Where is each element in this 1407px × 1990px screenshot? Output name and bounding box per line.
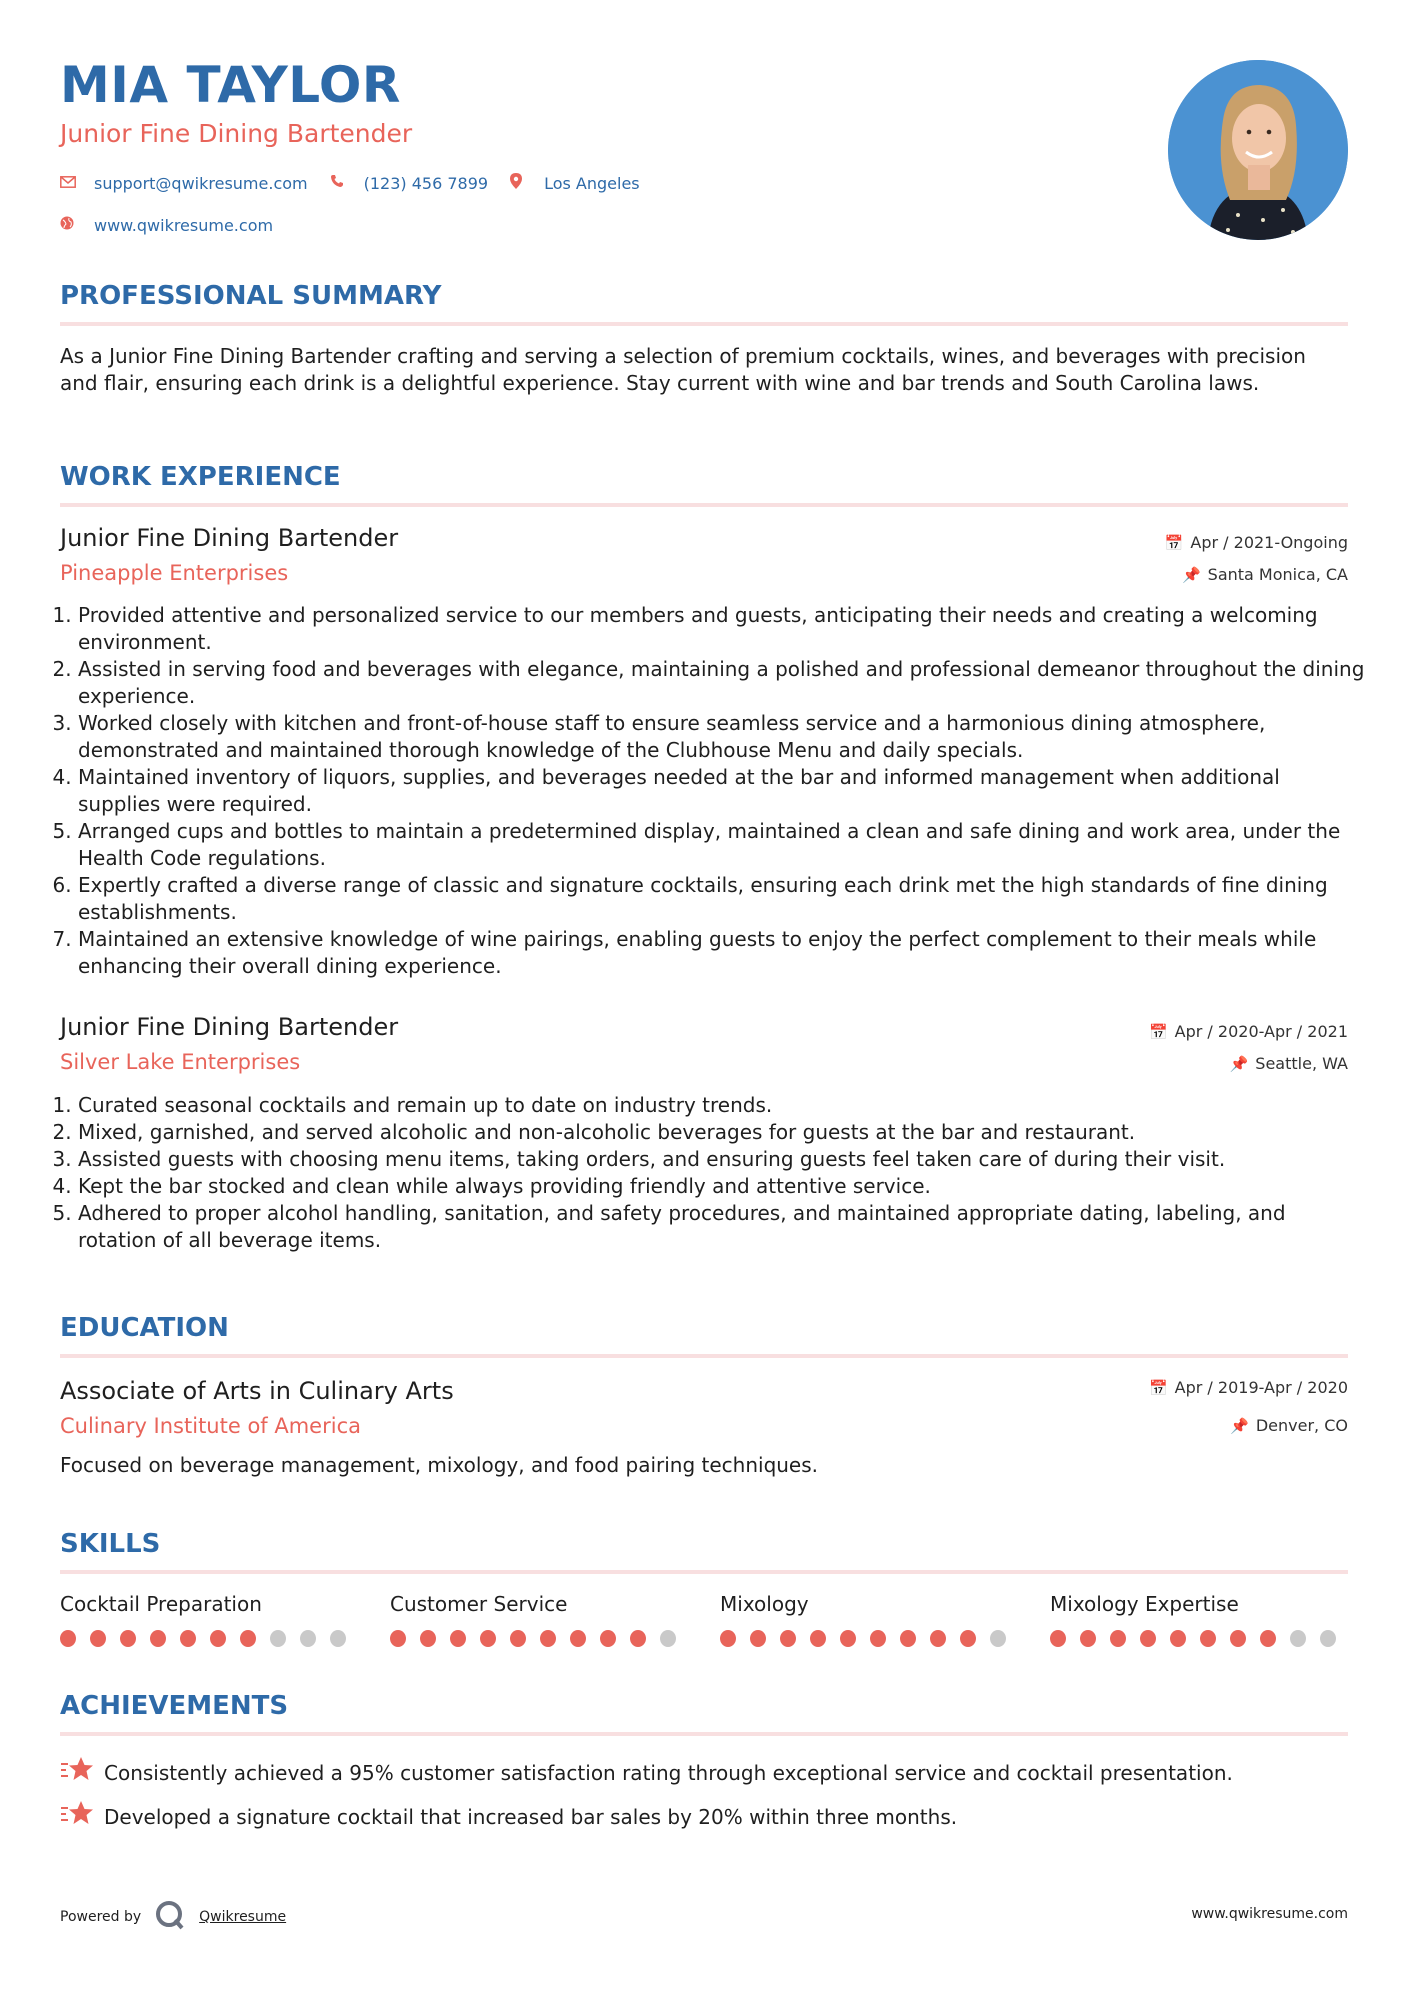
rating-dot-filled (390, 1630, 406, 1647)
contact-email[interactable] (60, 174, 308, 193)
achievement-item (60, 1755, 1233, 1790)
skill-label: Mixology Expertise (1050, 1592, 1239, 1616)
achievement-text: Developed a signature cocktail that increased bar sales by 20% within three months. (104, 1804, 958, 1829)
envelope-icon (60, 174, 94, 192)
contact-row-2 (60, 212, 295, 238)
job-duties-1 (60, 602, 1366, 980)
section-title-achievements: ACHIEVEMENTS (60, 1691, 1348, 1736)
calendar-icon: 📅 (1164, 534, 1184, 552)
skill-rating (720, 1630, 1020, 1647)
duty-item: 1. Provided attentive and personalized service to our members and guests, anticipating their needs and creating a welcoming environment. (78, 602, 1366, 656)
job-title-1: Junior Fine Dining Bartender (60, 524, 399, 552)
duty-item: 1. Curated seasonal cocktails and remain up to date on industry trends. (78, 1092, 1366, 1119)
rating-dot-empty (1290, 1630, 1306, 1647)
duty-item: 3. Assisted guests with choosing menu items, taking orders, and ensuring guests feel taken care of during their visit. (78, 1146, 1366, 1173)
rating-dot-filled (480, 1630, 496, 1647)
education-degree: Associate of Arts in Culinary Arts (60, 1377, 454, 1405)
contact-phone[interactable] (330, 174, 488, 193)
achievement-item (60, 1799, 957, 1834)
rating-dot-filled (870, 1630, 886, 1647)
job-dates-1: 📅 Apr / 2021-Ongoing (1164, 533, 1348, 552)
star-badge-icon (60, 1799, 104, 1834)
skill-item (1050, 1592, 1350, 1647)
footer-powered-by (60, 1900, 286, 1934)
rating-dot-filled (810, 1630, 826, 1647)
calendar-icon: 📅 (1148, 1023, 1168, 1041)
rating-dot-empty (1320, 1630, 1336, 1647)
rating-dot-filled (1260, 1630, 1276, 1647)
contact-location (510, 173, 640, 193)
skill-rating (1050, 1630, 1350, 1647)
job-company-2: Silver Lake Enterprises (60, 1050, 301, 1074)
duty-item: 5. Adhered to proper alcohol handling, sanitation, and safety procedures, and maintained appropriate dating, labeling, and rotation of all beverage items. (78, 1200, 1366, 1254)
rating-dot-filled (420, 1630, 436, 1647)
rating-dot-filled (1170, 1630, 1186, 1647)
resume-page (60, 0, 1365, 1990)
contact-website[interactable] (60, 216, 273, 235)
rating-dot-empty (660, 1630, 676, 1647)
rating-dot-filled (960, 1630, 976, 1647)
duty-item: 7. Maintained an extensive knowledge of wine pairings, enabling guests to enjoy the perfect complement to their meals while enhancing their overall dining experience. (78, 926, 1366, 980)
rating-dot-filled (240, 1630, 256, 1647)
location-text: Los Angeles (544, 173, 640, 193)
section-title-education: EDUCATION (60, 1313, 1348, 1358)
footer-site[interactable]: www.qwikresume.com (1191, 1906, 1348, 1922)
rating-dot-filled (450, 1630, 466, 1647)
skill-rating (60, 1630, 360, 1647)
pin-icon: 📌 (1229, 1055, 1249, 1073)
powered-by-label: Powered by (60, 1909, 142, 1925)
calendar-icon: 📅 (1148, 1379, 1168, 1397)
duty-item: 4. Kept the bar stocked and clean while always providing friendly and attentive service. (78, 1173, 1366, 1200)
candidate-role: Junior Fine Dining Bartender (60, 119, 413, 148)
rating-dot-empty (330, 1630, 346, 1647)
education-school: Culinary Institute of America (60, 1414, 361, 1438)
skill-item (60, 1592, 360, 1647)
section-title-summary: PROFESSIONAL SUMMARY (60, 281, 1348, 326)
email-text: support@qwikresume.com (94, 173, 308, 193)
rating-dot-filled (1050, 1630, 1066, 1647)
rating-dot-filled (750, 1630, 766, 1647)
pin-icon: 📌 (1230, 1417, 1249, 1435)
job-location-2: 📌 Seattle, WA (1229, 1054, 1348, 1073)
rating-dot-empty (270, 1630, 286, 1647)
job-dates-2: 📅 Apr / 2020-Apr / 2021 (1148, 1022, 1348, 1041)
duty-item: 2. Assisted in serving food and beverages with elegance, maintaining a polished and professional demeanor throughout the dining experience. (78, 656, 1366, 710)
rating-dot-filled (1230, 1630, 1246, 1647)
job-company-1: Pineapple Enterprises (60, 561, 289, 585)
skill-item (390, 1592, 690, 1647)
rating-dot-filled (210, 1630, 226, 1647)
rating-dot-filled (720, 1630, 736, 1647)
phone-icon (330, 174, 364, 192)
candidate-name: MIA TAYLOR (60, 56, 401, 114)
skill-item (720, 1592, 1020, 1647)
job-location-1: 📌 Santa Monica, CA (1181, 565, 1348, 584)
rating-dot-empty (300, 1630, 316, 1647)
rating-dot-filled (90, 1630, 106, 1647)
skill-rating (390, 1630, 690, 1647)
section-title-experience: WORK EXPERIENCE (60, 462, 1348, 507)
rating-dot-empty (990, 1630, 1006, 1647)
job-title-2: Junior Fine Dining Bartender (60, 1013, 399, 1041)
brand-link[interactable]: Qwikresume (199, 1909, 287, 1925)
education-dates: 📅 Apr / 2019-Apr / 2020 (1148, 1378, 1348, 1397)
rating-dot-filled (1080, 1630, 1096, 1647)
duty-item: 2. Mixed, garnished, and served alcoholic and non-alcoholic beverages for guests at the bar and restaurant. (78, 1119, 1366, 1146)
duty-item: 4. Maintained inventory of liquors, supplies, and beverages needed at the bar and informed management when additional supplies were required. (78, 764, 1366, 818)
website-text: www.qwikresume.com (94, 215, 274, 235)
achievement-text: Consistently achieved a 95% customer satisfaction rating through exceptional service and cocktail presentation. (104, 1760, 1233, 1785)
profile-photo (1168, 60, 1348, 240)
rating-dot-filled (570, 1630, 586, 1647)
rating-dot-filled (1110, 1630, 1126, 1647)
skill-label: Cocktail Preparation (60, 1592, 262, 1616)
job-duties-2 (60, 1092, 1366, 1254)
rating-dot-filled (120, 1630, 136, 1647)
rating-dot-filled (540, 1630, 556, 1647)
duty-item: 6. Expertly crafted a diverse range of classic and signature cocktails, ensuring each drink met the high standards of fine dining establishments. (78, 872, 1366, 926)
duty-item: 5. Arranged cups and bottles to maintain a predetermined display, maintained a clean and safe dining and work area, under the Health Code regulations. (78, 818, 1366, 872)
rating-dot-filled (630, 1630, 646, 1647)
contact-row-1 (60, 170, 662, 196)
summary-text: As a Junior Fine Dining Bartender crafting and serving a selection of premium cocktails, wines, and beverages with precision and flair, ensuring each drink is a delightful experience. Stay current with wine and bar trends and South Carolina laws. (60, 344, 1306, 395)
rating-dot-filled (1140, 1630, 1156, 1647)
rating-dot-filled (180, 1630, 196, 1647)
rating-dot-filled (1200, 1630, 1216, 1647)
rating-dot-filled (840, 1630, 856, 1647)
map-pin-icon (510, 173, 544, 193)
rating-dot-filled (150, 1630, 166, 1647)
section-title-skills: SKILLS (60, 1529, 1348, 1574)
phone-text: (123) 456 7899 (363, 173, 489, 193)
duty-item: 3. Worked closely with kitchen and front-of-house staff to ensure seamless service and a harmonious dining atmosphere, demonstrated and maintained thorough knowledge of the Clubhouse Menu and daily specials. (78, 710, 1366, 764)
pin-icon: 📌 (1181, 566, 1201, 584)
skill-label: Customer Service (390, 1592, 568, 1616)
rating-dot-filled (510, 1630, 526, 1647)
rating-dot-filled (930, 1630, 946, 1647)
skill-label: Mixology (720, 1592, 809, 1616)
rating-dot-filled (900, 1630, 916, 1647)
education-description: Focused on beverage management, mixology, and food pairing techniques. (60, 1453, 819, 1477)
rating-dot-filled (600, 1630, 616, 1647)
education-location: 📌 Denver, CO (1230, 1416, 1348, 1435)
star-badge-icon (60, 1755, 104, 1790)
qwikresume-logo-icon (155, 1900, 185, 1934)
globe-icon (60, 216, 94, 234)
rating-dot-filled (780, 1630, 796, 1647)
rating-dot-filled (60, 1630, 76, 1647)
